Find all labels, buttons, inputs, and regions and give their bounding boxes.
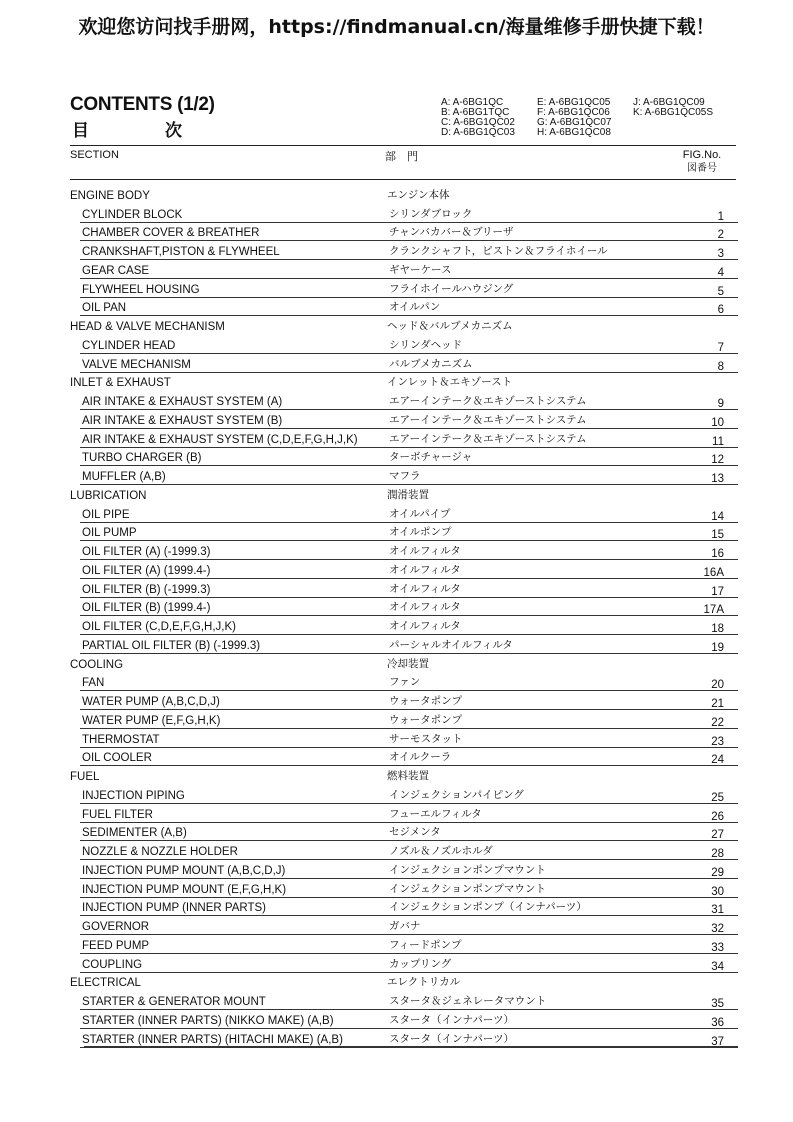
entry-title-jp: オイルクーラ	[389, 751, 452, 764]
fig-number-label-jp: 図番号	[687, 163, 717, 174]
fig-number: 9	[717, 398, 724, 410]
toc-entry-row[interactable]	[70, 634, 738, 653]
entry-title-jp: エアーインテーク＆エキゾーストシステム	[389, 413, 587, 426]
toc-entry-row[interactable]	[70, 615, 738, 634]
fig-number: 15	[711, 529, 724, 542]
model-code: D: A-6BG1QC03	[441, 127, 515, 138]
entry-title-jp: ガバナ	[389, 920, 421, 932]
toc-entry-row[interactable]	[70, 578, 738, 597]
toc-entry-row[interactable]	[70, 259, 738, 278]
entry-title: FLYWHEEL HOUSING	[82, 283, 200, 296]
section-heading-row	[70, 972, 738, 991]
model-code: A: A-6BG1QC	[441, 97, 504, 108]
fig-number: 29	[711, 866, 724, 879]
entry-title-jp: ファン	[389, 676, 421, 689]
entry-title: WATER PUMP (E,F,G,H,K)	[82, 714, 221, 727]
entry-title-jp: オイルパン	[389, 301, 441, 314]
entry-title: STARTER & GENERATOR MOUNT	[82, 996, 266, 1008]
toc-entry-row[interactable]	[70, 953, 738, 972]
fig-number: 28	[711, 848, 724, 860]
entry-title: FAN	[82, 677, 105, 690]
toc-entry-row[interactable]	[70, 390, 738, 409]
entry-title-jp: インジェクションポンプマウント	[389, 863, 546, 876]
section-title-jp: 冷却装置	[387, 657, 429, 670]
fig-number: 8	[717, 360, 724, 373]
entry-title-jp: エアーインテーク＆エキゾーストシステム	[389, 432, 587, 445]
toc-entry-row[interactable]	[70, 353, 738, 372]
entry-title: TURBO CHARGER (B)	[82, 452, 202, 465]
entry-title: INJECTION PIPING	[82, 789, 185, 802]
toc-entry-row[interactable]	[70, 222, 738, 241]
entry-title-jp: インジェクションポンプ（インナパーツ）	[389, 901, 587, 914]
entry-title: FUEL FILTER	[82, 808, 153, 821]
fig-number-label: FIG.No.	[682, 149, 722, 161]
section-heading-row	[70, 484, 738, 503]
toc-entry-row[interactable]	[70, 822, 738, 841]
entry-title: OIL FILTER (B) (1999.4-)	[82, 602, 211, 615]
table-end-divider	[84, 1046, 738, 1047]
fig-number: 30	[711, 885, 724, 898]
model-code: B: A-6BG1TQC	[441, 107, 510, 118]
entry-title: OIL PIPE	[82, 508, 130, 521]
entry-title: CYLINDER HEAD	[82, 339, 176, 352]
fig-number: 36	[711, 1016, 724, 1029]
header-top-divider	[70, 145, 736, 146]
toc-entry-row[interactable]	[70, 447, 738, 466]
model-code: E: A-6BG1QC05	[537, 97, 611, 108]
entry-title-jp: カップリング	[389, 957, 452, 970]
entry-title-jp: スタータ（インナパーツ）	[389, 1013, 514, 1026]
entry-title: STARTER (INNER PARTS) (NIKKO MAKE) (A,B)	[82, 1014, 334, 1027]
entry-title-jp: スタータ（インナパーツ）	[389, 1032, 514, 1045]
entry-title-jp: サーモスタット	[389, 732, 463, 745]
entry-title-jp: エアーインテーク＆エキゾーストシステム	[389, 395, 587, 407]
entry-title: COUPLING	[82, 958, 143, 971]
fig-number: 20	[711, 679, 724, 692]
toc-entry-row[interactable]	[70, 1028, 738, 1047]
toc-entry-row[interactable]	[70, 428, 738, 447]
fig-number: 24	[711, 754, 724, 767]
toc-entry-row[interactable]	[70, 934, 738, 953]
fig-number: 16	[711, 548, 724, 560]
section-heading-row	[70, 315, 738, 334]
section-title: FUEL	[70, 771, 100, 783]
toc-entry-row[interactable]	[70, 859, 738, 878]
entry-title-jp: チャンバカバー＆ブリーザ	[389, 226, 514, 239]
page-title-jp-char-1: 目	[72, 121, 89, 141]
entry-title-jp: バルブメカニズム	[389, 357, 473, 370]
entry-title: OIL PAN	[82, 302, 127, 315]
section-column-header: SECTION	[70, 149, 119, 161]
entry-title-jp: オイルフィルタ	[389, 601, 461, 614]
entry-title: AIR INTAKE & EXHAUST SYSTEM (B)	[82, 414, 283, 427]
entry-title: WATER PUMP (A,B,C,D,J)	[82, 696, 220, 708]
fig-number: 5	[717, 285, 724, 298]
fig-number: 3	[717, 248, 724, 260]
toc-entry-row[interactable]	[70, 840, 738, 859]
section-title: ENGINE BODY	[70, 189, 150, 202]
entry-title: OIL FILTER (B) (-1999.3)	[82, 583, 211, 596]
entry-title-jp: スタータ＆ジェネレータマウント	[389, 995, 547, 1007]
toc-entry-row[interactable]	[70, 803, 738, 822]
toc-entry-row[interactable]	[70, 559, 738, 578]
toc-entry-row[interactable]	[70, 897, 738, 916]
toc-entry-row[interactable]	[70, 728, 738, 747]
entry-title: INJECTION PUMP (INNER PARTS)	[82, 902, 267, 915]
fig-number: 4	[717, 266, 724, 279]
entry-title: OIL FILTER (A) (1999.4-)	[82, 564, 211, 577]
fig-number: 10	[711, 416, 724, 429]
fig-number: 18	[711, 623, 724, 635]
entry-title: OIL FILTER (A) (-1999.3)	[82, 546, 211, 558]
toc-entry-row[interactable]	[70, 784, 738, 803]
entry-title-jp: オイルフィルタ	[389, 620, 461, 632]
entry-title-jp: オイルパイプ	[389, 507, 451, 520]
toc-entry-row[interactable]	[70, 1009, 738, 1028]
entry-title: SEDIMENTER (A,B)	[82, 827, 187, 840]
entry-title-jp: インジェクションパイピング	[389, 788, 524, 801]
entry-title-jp: オイルフィルタ	[389, 545, 461, 557]
section-title: INLET & EXHAUST	[70, 377, 171, 390]
entry-title-jp: シリンダヘッド	[389, 338, 463, 351]
entry-title: CYLINDER BLOCK	[82, 208, 183, 221]
entry-title-jp: オイルフィルタ	[389, 582, 461, 595]
entry-title-jp: ノズル＆ノズルホルダ	[389, 845, 493, 857]
model-code	[633, 128, 733, 138]
page-title-jp	[72, 116, 182, 141]
toc-entry-row[interactable]	[70, 522, 738, 541]
toc-entry-row[interactable]	[70, 690, 738, 709]
fig-number: 21	[711, 698, 724, 710]
section-title-jp: インレット＆エキゾースト	[387, 376, 513, 389]
section-title-jp: エレクトリカル	[387, 976, 461, 989]
fig-number: 23	[711, 735, 724, 748]
fig-number: 33	[711, 941, 724, 954]
section-title: COOLING	[70, 658, 124, 671]
fig-number: 1	[717, 210, 724, 223]
model-code: G: A-6BG1QC07	[537, 117, 612, 128]
model-code	[633, 118, 733, 128]
toc-entry-row[interactable]	[70, 203, 738, 222]
entry-title: OIL FILTER (C,D,E,F,G,H,J,K)	[82, 621, 236, 633]
model-code: H: A-6BG1QC08	[537, 127, 611, 138]
model-code: K: A-6BG1QC05S	[633, 107, 714, 118]
entry-title-jp: クランクシャフト，ピストン＆フライホイール	[389, 245, 608, 257]
page-title-jp-char-2: 次	[165, 121, 182, 141]
entry-title-jp: ターボチャージャ	[389, 451, 473, 464]
entry-title: CRANKSHAFT,PISTON & FLYWHEEL	[82, 246, 280, 258]
section-heading-row	[70, 184, 738, 203]
fig-number: 16A	[703, 566, 724, 579]
fig-number: 14	[711, 510, 724, 523]
entry-title-jp: ギヤーケース	[389, 263, 452, 276]
fig-number: 6	[717, 304, 724, 317]
entry-title: STARTER (INNER PARTS) (HITACHI MAKE) (A,B)	[82, 1033, 343, 1046]
fig-number: 27	[711, 829, 724, 842]
fig-number: 13	[711, 473, 724, 485]
fig-number: 2	[717, 229, 724, 242]
entry-title: MUFFLER (A,B)	[82, 471, 166, 483]
fig-number: 17A	[703, 604, 724, 617]
entry-title: VALVE MECHANISM	[82, 358, 191, 371]
toc-entry-row[interactable]	[70, 503, 738, 522]
entry-title: OIL PUMP	[82, 527, 137, 540]
entry-title-jp: オイルポンプ	[389, 526, 452, 539]
section-title-jp: 燃料装置	[387, 770, 429, 782]
entry-title-jp: パーシャルオイルフィルタ	[389, 638, 513, 651]
fig-number: 17	[711, 585, 724, 598]
fig-number: 11	[712, 435, 724, 448]
section-title: ELECTRICAL	[70, 977, 141, 990]
section-heading-row	[70, 765, 738, 784]
model-legend	[441, 98, 733, 138]
model-code: J: A-6BG1QC09	[633, 97, 705, 108]
header-bottom-divider	[70, 179, 736, 180]
toc-entry-row[interactable]	[70, 597, 738, 616]
entry-title-jp: インジェクションポンプマウント	[389, 882, 546, 895]
fig-number: 37	[711, 1035, 724, 1048]
entry-title: NOZZLE & NOZZLE HOLDER	[82, 846, 238, 858]
entry-title: FEED PUMP	[82, 939, 150, 952]
toc-entry-row[interactable]	[70, 409, 738, 428]
model-code: F: A-6BG1QC06	[537, 107, 610, 118]
toc-entry-row[interactable]	[70, 278, 738, 297]
model-code: C: A-6BG1QC02	[441, 117, 515, 128]
entry-title: CHAMBER COVER & BREATHER	[82, 227, 260, 240]
fig-number: 31	[711, 904, 724, 917]
entry-title-jp: フューエルフィルタ	[389, 807, 482, 820]
toc-entry-row[interactable]	[70, 990, 738, 1009]
toc-entry-row[interactable]	[70, 540, 738, 559]
page-title: CONTENTS (1/2)	[70, 94, 215, 115]
section-column-header-jp: 部 門	[385, 150, 418, 163]
fig-number: 12	[711, 454, 724, 467]
toc-entry-row[interactable]	[70, 915, 738, 934]
fig-number: 26	[711, 810, 724, 823]
entry-title: AIR INTAKE & EXHAUST SYSTEM (A)	[82, 396, 283, 408]
toc-entry-row[interactable]	[70, 465, 738, 484]
fig-number: 32	[711, 923, 724, 935]
entry-title: GOVERNOR	[82, 921, 150, 933]
entry-title-jp: フライホイールハウジング	[389, 282, 514, 295]
toc-entry-row[interactable]	[70, 709, 738, 728]
fig-number: 34	[711, 960, 724, 973]
entry-title: INJECTION PUMP MOUNT (E,F,G,H,K)	[82, 883, 287, 896]
fig-number: 7	[717, 341, 724, 354]
entry-title: OIL COOLER	[82, 752, 152, 765]
toc-entry-row[interactable]	[70, 747, 738, 766]
entry-title: GEAR CASE	[82, 264, 150, 277]
entry-title-jp: セジメンタ	[389, 826, 441, 839]
entry-title-jp: オイルフィルタ	[389, 563, 461, 576]
entry-title-jp: フィードポンプ	[389, 938, 462, 951]
entry-title-jp: マフラ	[389, 470, 421, 482]
entry-title-jp: ウォータポンプ	[389, 713, 463, 726]
toc-entry-row[interactable]	[70, 240, 738, 259]
section-title-jp: エンジン本体	[387, 188, 450, 201]
toc-entry-row[interactable]	[70, 878, 738, 897]
section-heading-row	[70, 653, 738, 672]
fig-number-column-header	[676, 149, 728, 175]
fig-number: 19	[711, 641, 724, 654]
entry-title-jp: ウォータポンプ	[389, 695, 463, 707]
fig-number: 35	[711, 998, 724, 1010]
toc-entry-row[interactable]	[70, 334, 738, 353]
entry-title: INJECTION PUMP MOUNT (A,B,C,D,J)	[82, 864, 286, 877]
fig-number: 25	[711, 791, 724, 804]
download-banner: 欢迎您访问找手册网，https://findmanual.cn/海量维修手册快捷下载！	[78, 16, 715, 38]
fig-number: 22	[711, 716, 724, 729]
section-title: HEAD & VALVE MECHANISM	[70, 321, 225, 333]
section-title: LUBRICATION	[70, 489, 147, 502]
section-title-jp: 潤滑装置	[387, 488, 429, 501]
section-heading-row	[70, 372, 738, 391]
entry-title: PARTIAL OIL FILTER (B) (-1999.3)	[82, 639, 261, 652]
entry-title: AIR INTAKE & EXHAUST SYSTEM (C,D,E,F,G,H,J,K)	[82, 433, 358, 446]
entry-title: THERMOSTAT	[82, 733, 160, 746]
contents-table	[70, 184, 738, 1047]
entry-title-jp: シリンダブロック	[389, 207, 473, 220]
toc-entry-row[interactable]	[70, 672, 738, 691]
toc-entry-row[interactable]	[70, 297, 738, 316]
section-title-jp: ヘッド＆バルブメカニズム	[387, 320, 513, 332]
